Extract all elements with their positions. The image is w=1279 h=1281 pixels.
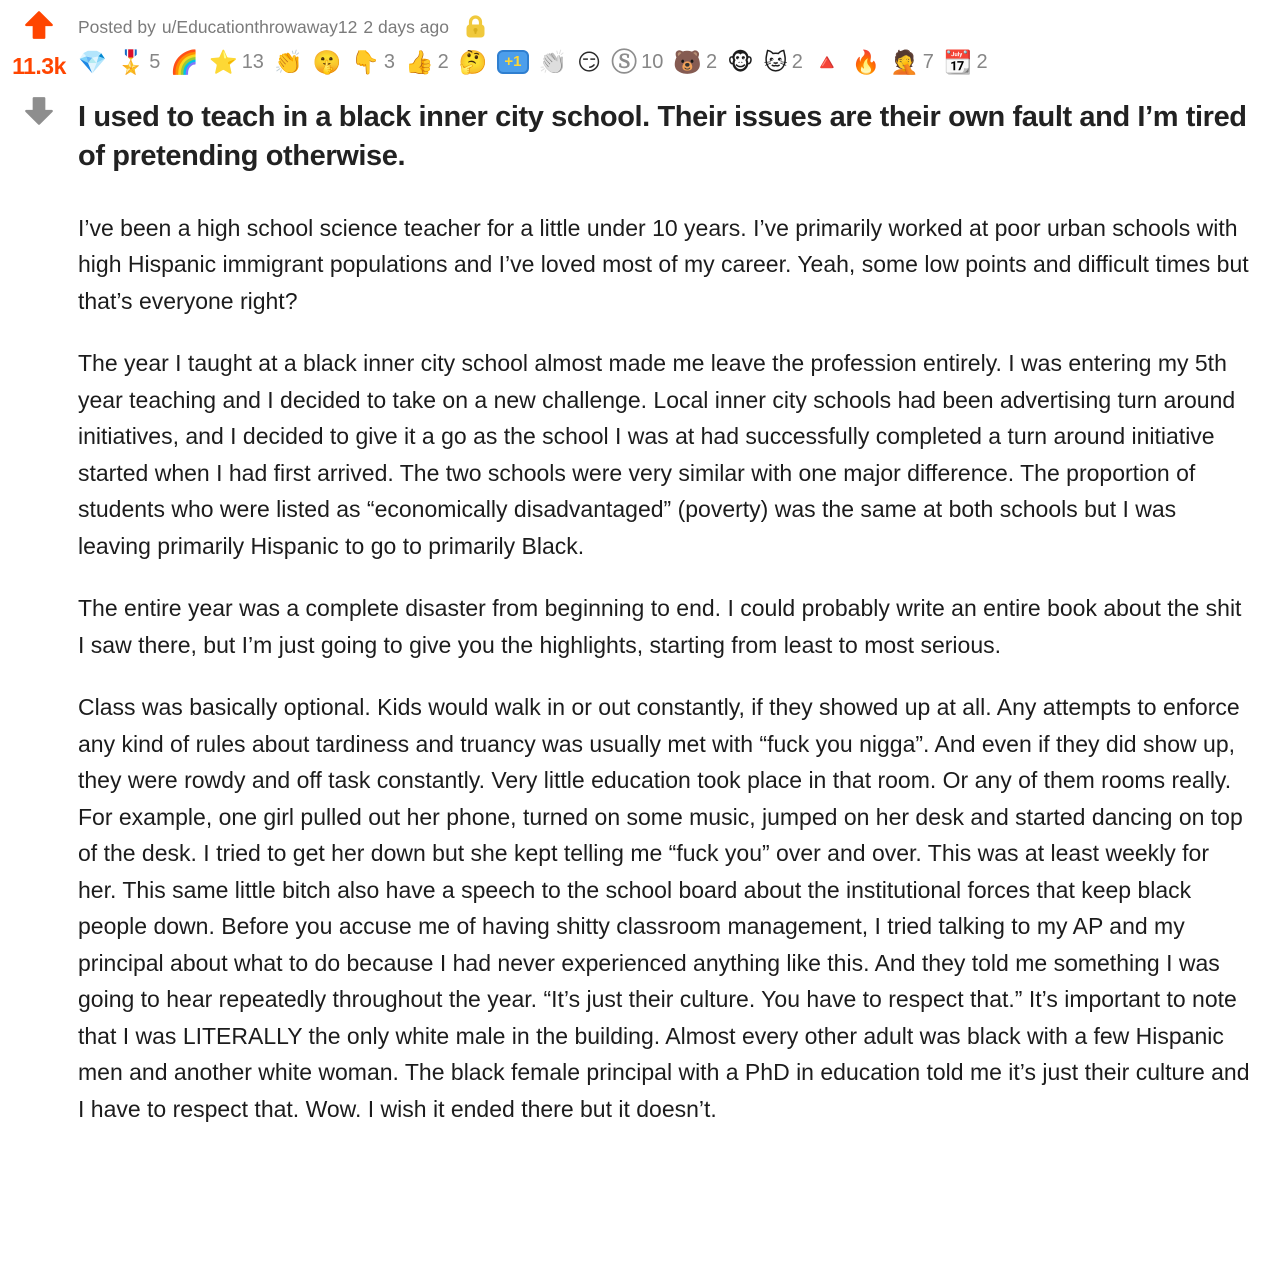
downvote-arrow-icon (24, 114, 54, 129)
award-gold-clap[interactable] (274, 48, 303, 76)
award-gem-shield[interactable] (78, 48, 107, 76)
downvote-button[interactable] (24, 96, 54, 126)
award-pointing-hand[interactable] (351, 48, 395, 76)
upvote-arrow-icon (24, 28, 54, 43)
award-shushing-snoo[interactable] (313, 48, 342, 76)
post-meta (78, 14, 1253, 39)
vote-score: 11.3k (12, 53, 66, 79)
award-s-award[interactable] (611, 48, 663, 76)
gold-star-badge-icon: ⭐ (209, 49, 238, 75)
award-sleeping-cat[interactable] (764, 48, 803, 76)
award-teal-medal[interactable] (117, 48, 161, 76)
smirk-face-icon: 😏 (577, 49, 602, 75)
post-content (78, 0, 1253, 1127)
facepalm-snoo-icon: 🤦 (890, 49, 919, 75)
post-timestamp[interactable]: 2 days ago (363, 16, 449, 37)
calendar-faces-icon: 📆 (943, 49, 973, 75)
post-paragraph: Class was basically optional. Kids would walk in or out constantly, if they showed up at all. Any attempts to enforce any kind of rules about tardiness and truancy was usually met with “fuck you nigga”. And even if they did show up, they were rowdy and off task constantly. Very little education took place in that room. Or any of them rooms really. For example, one girl pulled out her phone, turned on some music, jumped on her desk and started dancing on top of the desk. I tried to get her down but she kept telling me “fuck you” over and over. This was at least weekly for her. This same little bitch also have a speech to the school board about the institutional forces that keep black people down. Before you accuse me of having shitty classroom management, I tried talking to my AP and my principal about what to do because I had never experienced anything like this. And they told me something I was going to hear repeatedly throughout the year. “It’s just their culture. You have to respect that.” It’s important to note that I was LITERALLY the only white male in the building. Almost every other adult was black with a few Hispanic men and another white woman. The black female principal with a PhD in education told me it’s just their culture and I have to respect that. Wow. I wish it ended there but it doesn’t. (78, 694, 1250, 1122)
award-count: 5 (149, 50, 161, 73)
award-silver-clap[interactable] (539, 48, 568, 76)
post-title: I used to teach in a black inner city school. Their issues are their own fault and I’m tired of pretending otherwise. (78, 101, 1247, 173)
award-count: 2 (706, 50, 718, 73)
award-count: 2 (791, 50, 803, 73)
plus-one-icon: +1 (497, 50, 528, 74)
post-paragraph: The year I taught at a black inner city school almost made me leave the profession entirely. I was entering my 5th year teaching and I decided to take on a new challenge. Local inner city schools had been advertising turn around initiatives, and I decided to give it a go as the school I was at had successfully completed a turn around initiative started when I had first arrived. The two schools were very similar with one major difference. The proportion of students who were listed as “economically disadvantaged” (poverty) was the same at both schools but I was leaving primarily Hispanic to go to primarily Black. (78, 350, 1236, 559)
award-thinking-snoo[interactable] (459, 48, 488, 76)
award-count: 7 (922, 50, 934, 73)
author-link[interactable]: u/Educationthrowaway12 (161, 16, 358, 37)
award-campfire-hamster[interactable] (852, 48, 881, 76)
teal-medal-icon: 🎖️ (116, 49, 146, 75)
sleeping-cat-icon: 🐱 (763, 49, 788, 75)
pointing-hand-icon: 👇 (351, 49, 380, 75)
posted-by-label: Posted by (78, 16, 156, 37)
campfire-hamster-icon: 🔥 (851, 49, 881, 75)
award-count: 3 (383, 50, 395, 73)
gold-clap-icon: 👏 (273, 49, 303, 75)
gem-shield-icon: 💎 (78, 49, 107, 75)
upvote-button[interactable] (24, 10, 54, 40)
archived-lock-icon (465, 14, 486, 39)
award-calendar-faces[interactable] (944, 48, 988, 76)
award-count: 2 (976, 50, 988, 73)
award-plus-one[interactable] (497, 50, 528, 74)
thinking-snoo-icon: 🤔 (458, 49, 488, 75)
rainbow-icon: 🌈 (170, 49, 200, 75)
award-count: 10 (641, 50, 664, 73)
vote-column (0, 10, 78, 126)
award-gold-star-badge[interactable] (209, 48, 264, 76)
illuminati-pyramid-icon: 🔺 (812, 49, 842, 75)
post-body (78, 210, 1253, 1128)
post-paragraph: The entire year was a complete disaster from beginning to end. I could probably write an entire book about the shit I saw there, but I’m just going to give you the highlights, starting from least to most serious. (78, 595, 1242, 658)
bear-hug-icon: 🐻 (673, 49, 703, 75)
shushing-snoo-icon: 🤫 (312, 49, 342, 75)
award-count: 2 (437, 50, 449, 73)
silver-clap-icon: 👏 (538, 49, 568, 75)
award-side-eye-monkey[interactable] (727, 48, 754, 76)
award-illuminati-pyramid[interactable] (813, 48, 842, 76)
side-eye-monkey-icon: 🐵 (727, 49, 754, 75)
award-facepalm-snoo[interactable] (890, 48, 934, 76)
awards-row (78, 46, 1253, 78)
award-count: 13 (241, 50, 264, 73)
s-award-icon: Ⓢ (611, 47, 638, 77)
award-smirk-face[interactable] (577, 48, 601, 76)
award-fiery-thumbs-up[interactable] (405, 48, 449, 76)
post-paragraph: I’ve been a high school science teacher for a little under 10 years. I’ve primarily worked at poor urban schools with high Hispanic immigrant populations and I’ve loved most of my career. Yeah, some low points and difficult times but that’s everyone right? (78, 214, 1249, 314)
award-rainbow[interactable] (170, 48, 199, 76)
fiery-thumbs-up-icon: 👍 (404, 49, 434, 75)
award-bear-hug[interactable] (673, 48, 717, 76)
